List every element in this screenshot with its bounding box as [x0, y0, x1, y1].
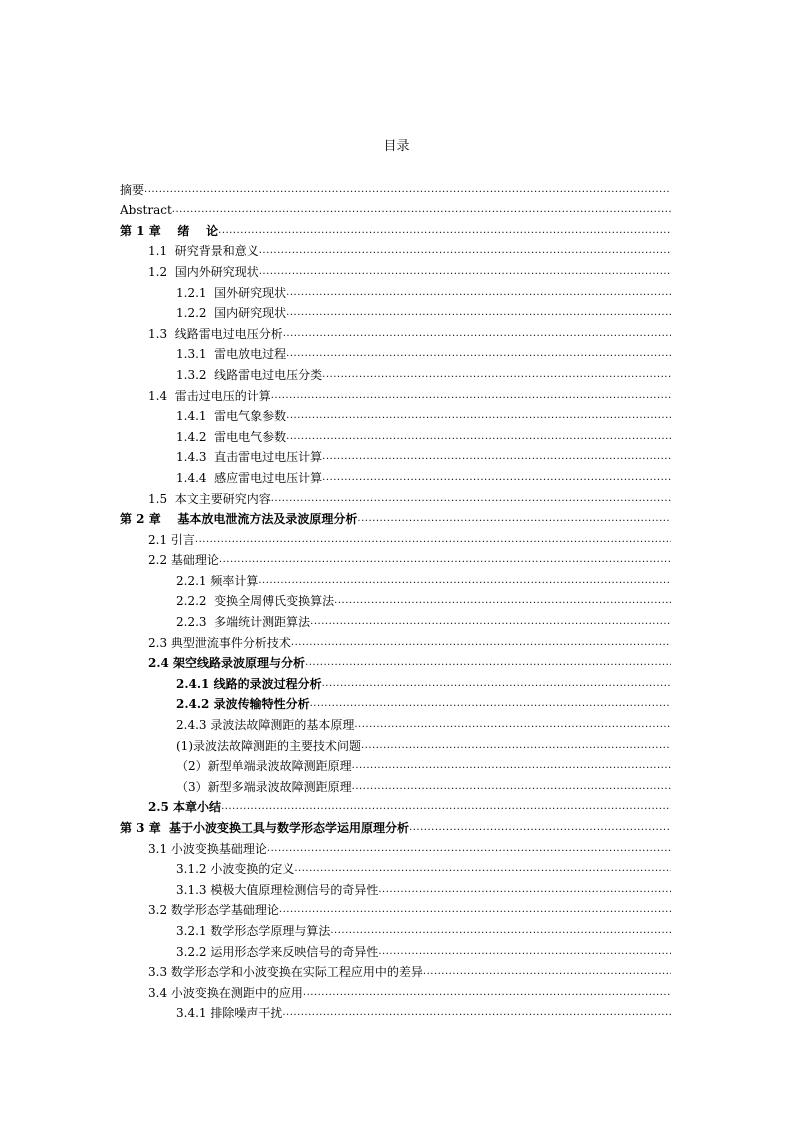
toc-dot-leader — [286, 410, 671, 423]
toc-entry[interactable] — [120, 176, 671, 197]
toc-entry[interactable] — [120, 423, 671, 444]
toc-entry[interactable] — [120, 320, 671, 341]
toc-entry-label: 3.4.1 排除噪声干扰 — [176, 1006, 283, 1021]
toc-entry[interactable] — [120, 506, 671, 527]
toc-entry-label: 1.2.1 国外研究现状 — [176, 285, 287, 300]
toc-dot-leader — [334, 595, 671, 608]
toc-entry[interactable] — [120, 444, 671, 465]
toc-dot-leader — [258, 575, 671, 588]
toc-dot-leader — [322, 451, 671, 464]
toc-entry-label: 2.5 本章小结 — [148, 800, 222, 815]
toc-entry[interactable] — [120, 279, 671, 300]
toc-dot-leader — [378, 884, 671, 897]
toc-entry-label: 2.2.3 多端统计测距算法 — [176, 615, 311, 630]
toc-entry[interactable] — [120, 547, 671, 568]
toc-entry-label: 3.3 数学形态学和小波变换在实际工程应用中的差异 — [148, 965, 423, 980]
toc-entry[interactable] — [120, 814, 671, 835]
toc-entry-label: 1.4 雷击过电压的计算 — [148, 388, 271, 403]
toc-dot-leader — [354, 719, 671, 732]
toc-entry[interactable] — [120, 959, 671, 980]
toc-dot-leader — [423, 966, 671, 979]
toc-dot-leader — [357, 513, 671, 526]
toc-dot-leader — [305, 657, 671, 670]
toc-entry[interactable] — [120, 876, 671, 897]
toc-entry-label: 2.4 架空线路录波原理与分析 — [148, 656, 306, 671]
toc-dot-leader — [310, 698, 671, 711]
toc-entry-label: 2.2.2 变换全周傅氏变换算法 — [176, 594, 335, 609]
toc-dot-leader — [259, 245, 671, 258]
toc-entry[interactable] — [120, 258, 671, 279]
toc-entry-label: 2.4.1 线路的录波过程分析 — [176, 676, 322, 691]
toc-entry[interactable] — [120, 711, 671, 732]
toc-entry[interactable] — [120, 856, 671, 877]
toc-dot-leader — [352, 781, 671, 794]
toc-entry[interactable] — [120, 238, 671, 259]
toc-dot-leader — [195, 534, 671, 547]
toc-entry-label: 1.5 本文主要研究内容 — [148, 491, 271, 506]
toc-entry-label: 1.4.1 雷电气象参数 — [176, 409, 287, 424]
toc-dot-leader — [271, 390, 671, 403]
toc-entry-label: 3.4 小波变换在测距中的应用 — [148, 985, 303, 1000]
toc-entry[interactable] — [120, 979, 671, 1000]
toc-entry-label: 1.1 研究背景和意义 — [148, 244, 259, 259]
toc-dot-leader — [283, 328, 671, 341]
toc-dot-leader — [172, 204, 671, 217]
toc-entry[interactable] — [120, 217, 671, 238]
toc-entry[interactable] — [120, 382, 671, 403]
toc-dot-leader — [378, 946, 671, 959]
toc-dot-leader — [291, 637, 671, 650]
table-of-contents — [120, 176, 671, 1020]
toc-dot-leader — [219, 554, 671, 567]
toc-entry-label: 3.1.3 模极大值原理检测信号的奇异性 — [176, 882, 379, 897]
toc-entry[interactable] — [120, 650, 671, 671]
toc-dot-leader — [303, 987, 671, 1000]
toc-entry[interactable] — [120, 938, 671, 959]
toc-entry-label: 3.2.1 数学形态学原理与算法 — [176, 923, 331, 938]
toc-dot-leader — [221, 801, 671, 814]
toc-dot-leader — [218, 225, 671, 238]
toc-entry-label: 1.3.2 线路雷电过电压分类 — [176, 367, 323, 382]
toc-dot-leader — [409, 822, 671, 835]
toc-entry-label: 第 3 章 基于小波变换工具与数学形态学运用原理分析 — [120, 821, 410, 835]
toc-dot-leader — [267, 843, 671, 856]
toc-entry-label: 1.4.2 雷电电气参数 — [176, 429, 287, 444]
toc-entry[interactable] — [120, 1000, 671, 1021]
toc-dot-leader — [286, 307, 671, 320]
toc-entry[interactable] — [120, 670, 671, 691]
toc-entry[interactable] — [120, 917, 671, 938]
toc-dot-leader — [286, 287, 671, 300]
toc-entry-label: 2.1 引言 — [148, 532, 195, 547]
toc-entry-label: 1.4.3 直击雷电过电压计算 — [176, 450, 323, 465]
toc-entry[interactable] — [120, 464, 671, 485]
toc-entry-label: 1.4.4 感应雷电过电压计算 — [176, 470, 323, 485]
toc-entry[interactable] — [120, 753, 671, 774]
toc-entry-label: 3.2.2 运用形态学来反映信号的奇异性 — [176, 944, 379, 959]
toc-dot-leader — [282, 1007, 671, 1020]
toc-dot-leader — [352, 760, 671, 773]
toc-entry-label: 2.4.3 录波法故障测距的基本原理 — [176, 718, 355, 733]
toc-dot-leader — [144, 184, 671, 197]
toc-entry[interactable] — [120, 300, 671, 321]
toc-entry-label: 1.3 线路雷电过电压分析 — [148, 326, 283, 341]
toc-entry[interactable] — [120, 629, 671, 650]
toc-dot-leader — [286, 431, 671, 444]
toc-heading: 目录 — [383, 139, 410, 154]
toc-dot-leader — [322, 472, 671, 485]
toc-entry-label: 2.2 基础理论 — [148, 553, 219, 568]
toc-entry[interactable] — [120, 732, 671, 753]
toc-dot-leader — [361, 740, 671, 753]
toc-dot-leader — [259, 266, 671, 279]
toc-entry[interactable] — [120, 773, 671, 794]
toc-entry-label: 摘要 — [120, 182, 145, 197]
toc-entry-label: 第 2 章 基本放电泄流方法及录波原理分析 — [120, 512, 358, 527]
toc-dot-leader — [279, 904, 671, 917]
toc-entry-label: 第 1 章 绪 论 — [120, 223, 219, 238]
toc-entry-label: 1.2.2 国内研究现状 — [176, 306, 287, 321]
toc-entry[interactable] — [120, 794, 671, 815]
toc-entry-label: (1)录波法故障测距的主要技术问题 — [176, 738, 361, 753]
toc-entry[interactable] — [120, 608, 671, 629]
toc-entry-label: （3）新型多端录波故障测距原理 — [176, 779, 352, 794]
toc-entry-label: 2.2.1 频率计算 — [176, 573, 259, 588]
toc-entry[interactable] — [120, 341, 671, 362]
toc-dot-leader — [294, 863, 671, 876]
toc-entry-label: Abstract — [120, 203, 172, 218]
toc-dot-leader — [322, 369, 671, 382]
toc-entry[interactable] — [120, 403, 671, 424]
toc-entry-label: 3.1.2 小波变换的定义 — [176, 862, 295, 877]
toc-entry[interactable] — [120, 197, 671, 218]
toc-entry[interactable] — [120, 361, 671, 382]
toc-entry[interactable] — [120, 691, 671, 712]
toc-entry[interactable] — [120, 567, 671, 588]
toc-entry[interactable] — [120, 485, 671, 506]
toc-dot-leader — [310, 616, 671, 629]
toc-entry-label: 1.2 国内外研究现状 — [148, 264, 259, 279]
toc-dot-leader — [271, 493, 671, 506]
toc-dot-leader — [330, 925, 671, 938]
toc-entry-label: 2.3 典型泄流事件分析技术 — [148, 635, 291, 650]
toc-entry-label: （2）新型单端录波故障测距原理 — [176, 759, 352, 774]
toc-entry[interactable] — [120, 588, 671, 609]
toc-entry-label: 1.3.1 雷电放电过程 — [176, 347, 287, 362]
toc-entry-label: 3.2 数学形态学基础理论 — [148, 903, 279, 918]
toc-dot-leader — [322, 678, 671, 691]
toc-entry[interactable] — [120, 835, 671, 856]
toc-dot-leader — [286, 348, 671, 361]
toc-entry[interactable] — [120, 526, 671, 547]
toc-entry-label: 3.1 小波变换基础理论 — [148, 841, 267, 856]
toc-entry-label: 2.4.2 录波传输特性分析 — [176, 697, 310, 712]
toc-entry[interactable] — [120, 897, 671, 918]
